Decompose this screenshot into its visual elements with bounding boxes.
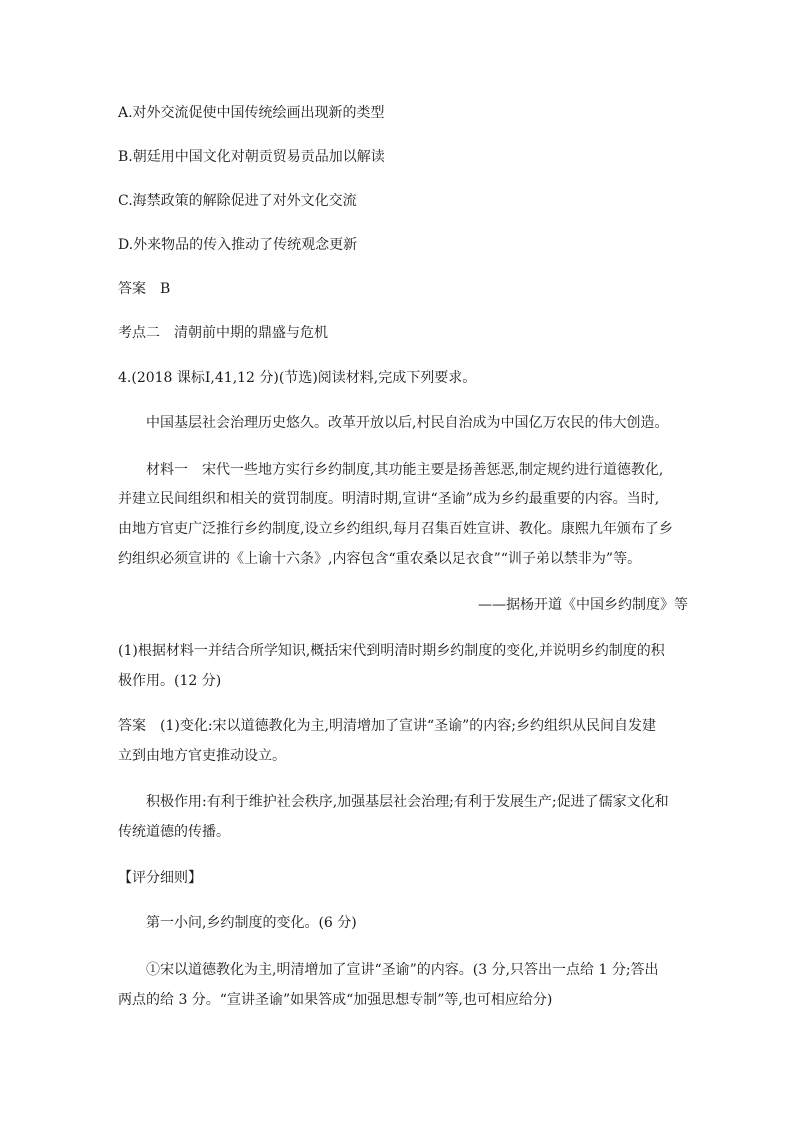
answer-change-line-2: 立到由地方官吏推动设立。 xyxy=(118,748,286,764)
section-title: 考点二 清朝前中期的鼎盛与危机 xyxy=(118,325,328,341)
option-c: C.海禁政策的解除促进了对外文化交流 xyxy=(118,193,357,209)
option-a: A.对外交流促使中国传统绘画出现新的类型 xyxy=(118,105,385,121)
material-line-3: 由地方官吏广泛推行乡约制度,设立乡约组织,每月召集百姓宣讲、教化。康熙九年颁布了乡 xyxy=(118,521,673,537)
answer-line: 答案 B xyxy=(118,281,171,297)
positive-line-2: 传统道德的传播。 xyxy=(118,824,230,840)
question-4: 4.(2018 课标Ⅰ,41,12 分)(节选)阅读材料,完成下列要求。 xyxy=(118,370,477,386)
rubric-title: 【评分细则】 xyxy=(118,870,202,886)
answer-change-line-1: 答案 (1)变化:宋以道德教化为主,明清增加了宣讲“圣谕”的内容;乡约组织从民间自发建 xyxy=(118,718,657,734)
option-d: D.外来物品的传入推动了传统观念更新 xyxy=(118,237,358,253)
material-line-4: 约组织必须宣讲的《上谕十六条》,内容包含“重农桑以足衣食”“训子弟以禁非为”等。 xyxy=(118,551,642,567)
rubric-first: 第一小问,乡约制度的变化。(6 分) xyxy=(146,915,357,931)
intro-text: 中国基层社会治理历史悠久。改革开放以后,村民自治成为中国亿万农民的伟大创造。 xyxy=(146,415,669,431)
material-line-1: 材料一 宋代一些地方实行乡约制度,其功能主要是扬善惩恶,制定规约进行道德教化, xyxy=(146,462,664,478)
positive-line-1: 积极作用:有利于维护社会秩序,加强基层社会治理;有利于发展生产;促进了儒家文化和 xyxy=(146,794,669,810)
option-b: B.朝廷用中国文化对朝贡贸易贡品加以解读 xyxy=(118,149,385,165)
material-source: ——据杨开道《中国乡约制度》等 xyxy=(478,597,688,613)
material-line-2: 并建立民间组织和相关的赏罚制度。明清时期,宣讲“圣谕”成为乡约最重要的内容。当时, xyxy=(118,491,660,507)
sub-question-line-1: (1)根据材料一并结合所学知识,概括宋代到明清时期乡约制度的变化,并说明乡约制度的积 xyxy=(118,643,665,659)
rubric-item-line-1: ①宋以道德教化为主,明清增加了宣讲“圣谕”的内容。(3 分,只答出一点给 1 分;答出 xyxy=(146,962,659,978)
rubric-item-line-2: 两点的给 3 分。“宣讲圣谕”如果答成“加强思想专制”等,也可相应给分) xyxy=(118,992,553,1008)
sub-question-line-2: 极作用。(12 分) xyxy=(118,673,222,689)
